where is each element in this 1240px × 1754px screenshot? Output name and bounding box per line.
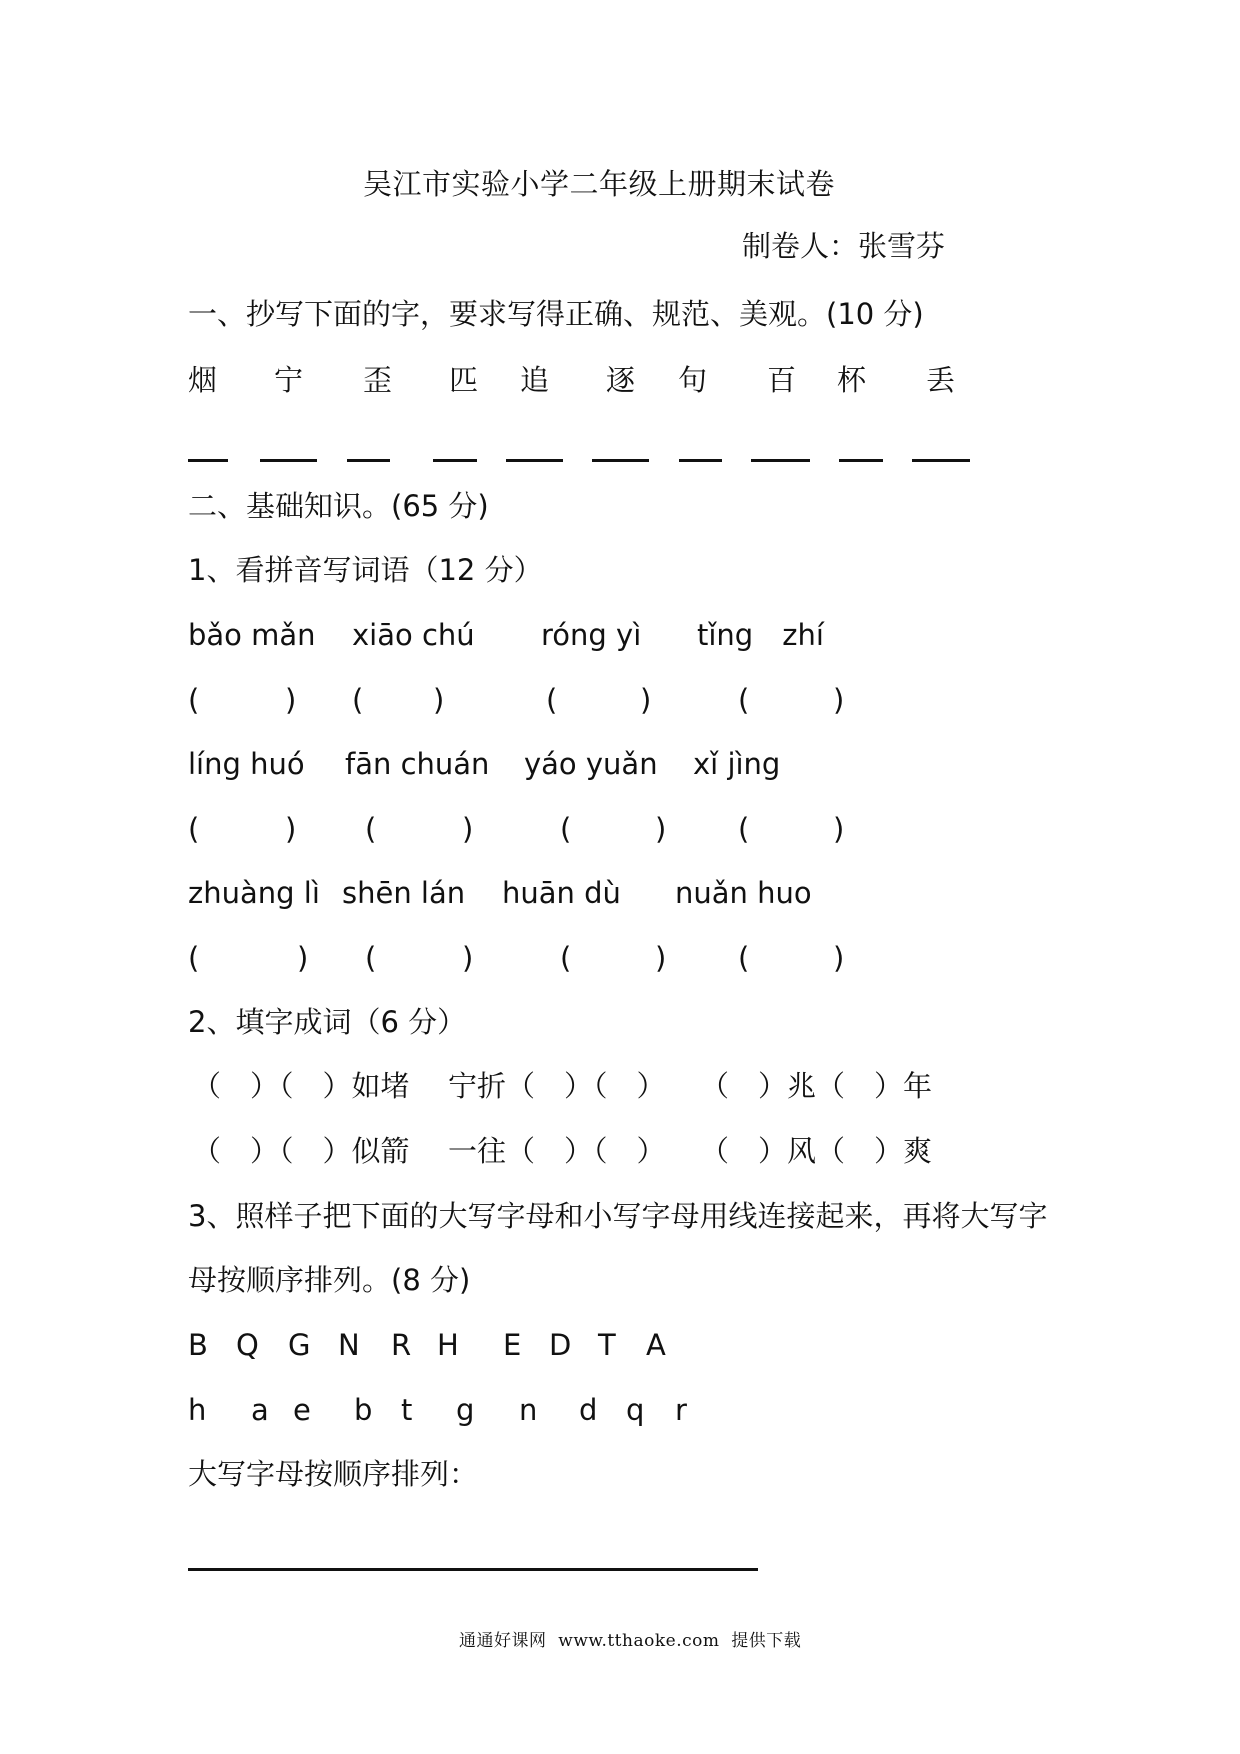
paren-close: ) [462,812,474,846]
lowercase-letter[interactable]: n [519,1393,538,1427]
pinyin: nuǎn huo [675,876,812,910]
section1-heading: 一、抄写下面的字，要求写得正确、规范、美观。(10 分) [188,297,924,331]
pinyin-row [0,618,1240,661]
lowercase-letter[interactable]: h [188,1393,207,1427]
q2-heading: 2、填字成词（6 分） [188,1005,467,1039]
paren-open: ( [738,941,750,975]
fill-idiom: （ ）兆（ ）年 [700,1069,933,1103]
fill-idiom: 一往（ ）（ ） [448,1134,666,1168]
paren-close: ) [285,812,297,846]
writing-blank[interactable] [506,459,563,462]
lowercase-letter[interactable]: a [251,1393,269,1427]
writing-blank[interactable] [260,459,317,462]
paren-close: ) [833,941,845,975]
pinyin: shēn lán [342,876,466,910]
paren-close: ) [833,683,845,717]
paren-open: ( [188,812,200,846]
copy-char: 歪 [363,363,393,397]
paren-close: ) [655,941,667,975]
answer-parens-row[interactable] [0,812,1240,855]
paren-close: ) [297,941,309,975]
lowercase-letter[interactable]: d [579,1393,598,1427]
uppercase-letter[interactable]: E [503,1328,522,1362]
copy-char: 句 [678,363,708,397]
fill-idiom: （ ）风（ ）爽 [700,1134,933,1168]
copy-char: 匹 [449,363,479,397]
pinyin: xǐ jìng [693,747,781,781]
paren-close: ) [655,812,667,846]
uppercase-letter[interactable]: H [437,1328,459,1362]
copy-char: 逐 [606,363,636,397]
copy-chars-row [0,363,1240,406]
sort-label: 大写字母按顺序排列： [188,1457,479,1491]
footer-text: 通通好课网 www.tthaoke.com 提供下载 [459,1631,802,1651]
uppercase-letter[interactable]: T [598,1328,616,1362]
paren-open: ( [738,812,750,846]
writing-blank[interactable] [751,459,810,462]
paren-open: ( [560,941,572,975]
fill-idiom-row[interactable] [0,1069,1240,1112]
paren-open: ( [188,941,200,975]
fill-idiom: 宁折（ ）（ ） [448,1069,666,1103]
lowercase-letter[interactable]: t [401,1393,413,1427]
pinyin: zhuàng lì [188,876,320,910]
pinyin: róng yì [541,618,642,652]
uppercase-letter[interactable]: G [288,1328,311,1362]
pinyin-row [0,747,1240,790]
pinyin: fān chuán [345,747,490,781]
lowercase-letters-row [0,1393,1240,1436]
pinyin: yáo yuǎn [524,747,658,781]
answer-parens-row[interactable] [0,683,1240,726]
copy-char: 宁 [274,363,304,397]
copy-char: 丢 [926,363,956,397]
paren-open: ( [352,683,364,717]
page-title: 吴江市实验小学二年级上册期末试卷 [363,167,836,201]
author-line: 制卷人：张雪芬 [742,229,946,263]
answer-parens-row[interactable] [0,941,1240,984]
pinyin: líng huó [188,747,305,781]
lowercase-letter[interactable]: q [626,1393,645,1427]
pinyin: tǐng zhí [697,618,824,652]
q1-heading: 1、看拼音写词语（12 分） [188,553,543,587]
paren-close: ) [285,683,297,717]
sort-answer-line[interactable] [188,1568,758,1571]
pinyin: xiāo chú [352,618,475,652]
copy-char: 烟 [188,363,218,397]
lowercase-letter[interactable]: r [675,1393,687,1427]
paren-open: ( [738,683,750,717]
uppercase-letter[interactable]: Q [236,1328,259,1362]
paren-open: ( [365,812,377,846]
q3-heading-line2: 母按顺序排列。(8 分) [188,1263,471,1297]
writing-blank[interactable] [188,459,228,462]
copy-char: 百 [767,363,797,397]
pinyin: huān dù [502,876,621,910]
uppercase-letter[interactable]: B [188,1328,208,1362]
paren-close: ) [833,812,845,846]
paren-open: ( [546,683,558,717]
writing-blank[interactable] [592,459,649,462]
lowercase-letter[interactable]: b [354,1393,373,1427]
section2-heading: 二、基础知识。(65 分) [188,489,489,523]
writing-blank[interactable] [679,459,722,462]
copy-char: 追 [520,363,550,397]
fill-idiom: （ ）（ ）如堵 [192,1069,410,1103]
writing-blank[interactable] [839,459,883,462]
paren-close: ) [462,941,474,975]
fill-idiom-row[interactable] [0,1134,1240,1177]
uppercase-letter[interactable]: A [646,1328,666,1362]
lowercase-letter[interactable]: e [293,1393,311,1427]
q3-heading-line1: 3、照样子把下面的大写字母和小写字母用线连接起来，再将大写字 [188,1199,1048,1233]
writing-blank[interactable] [347,459,390,462]
paren-open: ( [365,941,377,975]
writing-blank[interactable] [912,459,970,462]
writing-blank[interactable] [433,459,477,462]
lowercase-letter[interactable]: g [456,1393,475,1427]
uppercase-letters-row [0,1328,1240,1371]
uppercase-letter[interactable]: N [338,1328,360,1362]
uppercase-letter[interactable]: R [391,1328,412,1362]
copy-char: 杯 [837,363,867,397]
uppercase-letter[interactable]: D [549,1328,572,1362]
fill-idiom: （ ）（ ）似箭 [192,1134,410,1168]
paren-open: ( [188,683,200,717]
paren-open: ( [560,812,572,846]
pinyin: bǎo mǎn [188,618,316,652]
paren-close: ) [433,683,445,717]
paren-close: ) [640,683,652,717]
pinyin-row [0,876,1240,919]
